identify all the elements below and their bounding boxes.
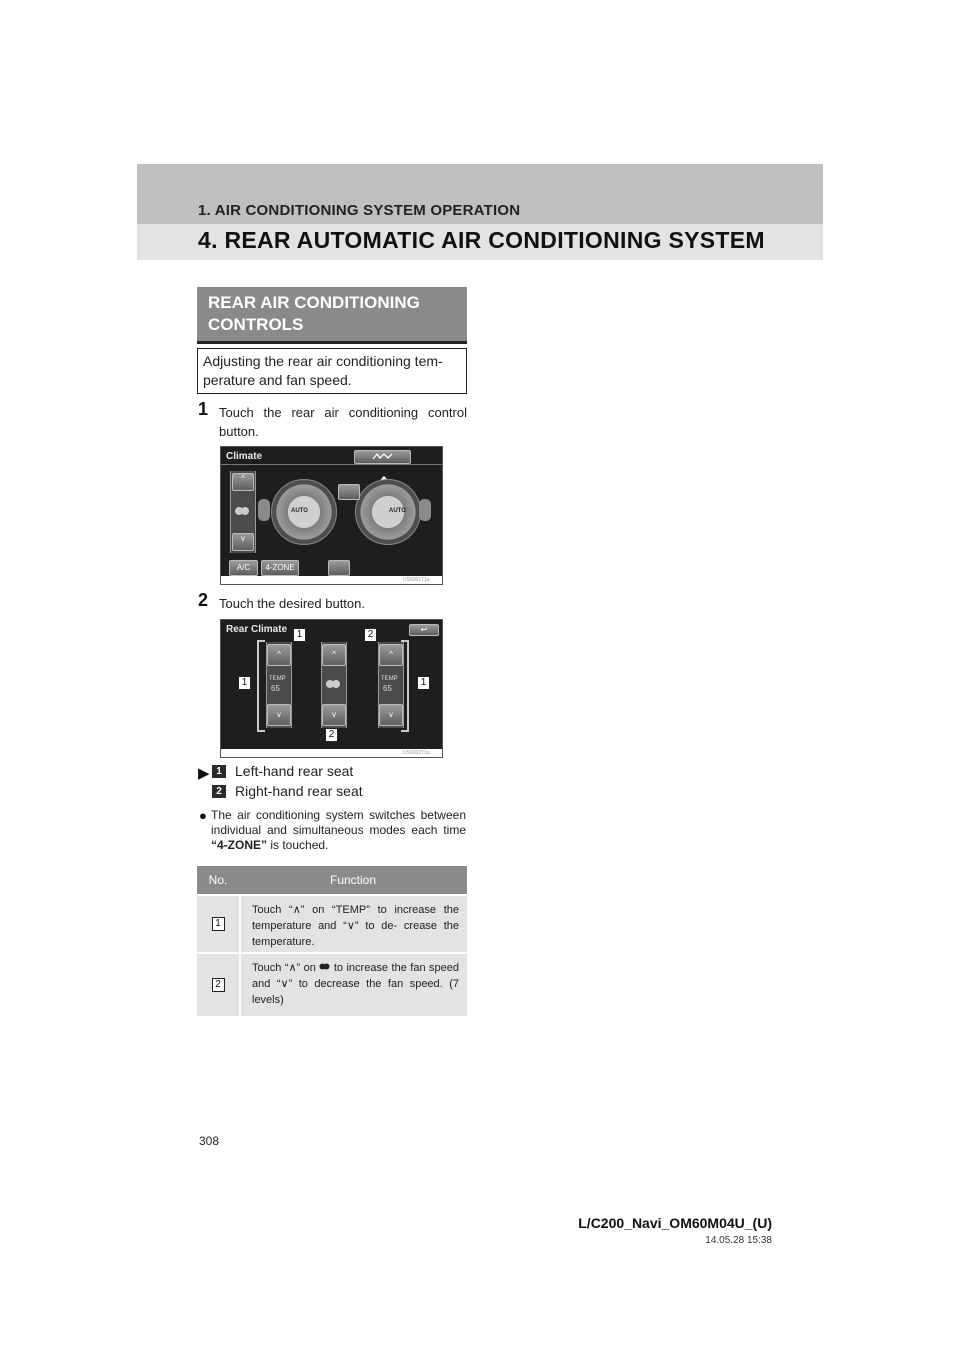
- rear-climate-screen-image: [220, 619, 443, 758]
- step-2-number: 2: [198, 590, 209, 610]
- callout-2-bottom: 2: [325, 728, 338, 742]
- up-chevron-icon: ∧: [288, 962, 297, 974]
- right-temp-value: 65: [383, 684, 392, 693]
- legend-1-badge: 1: [212, 765, 226, 778]
- row-1-text-a: Touch “: [252, 904, 293, 916]
- section-label: 1. AIR CONDITIONING SYSTEM OPERATION: [198, 202, 521, 219]
- climate-screen-image: [220, 446, 443, 585]
- rear-fan-up-button: ^: [322, 644, 346, 666]
- table-row: [197, 894, 467, 952]
- auto-left-label: AUTO: [291, 508, 308, 514]
- down-chevron-icon: ∨: [346, 920, 355, 932]
- row-2-function: [241, 954, 467, 1016]
- legend-2-text: Right-hand rear seat: [235, 783, 363, 799]
- row-1-number: 1: [212, 917, 225, 931]
- right-seat-icon: [419, 499, 431, 521]
- row-1-no-cell: [197, 896, 241, 952]
- rear-climate-button: [354, 450, 411, 464]
- legend-2-badge: 2: [212, 785, 226, 798]
- callout-1-right: 1: [417, 676, 430, 690]
- down-chevron-icon: ∨: [280, 978, 289, 990]
- fan-down-button: v: [232, 533, 254, 551]
- rear-climate-screen-title: Rear Climate: [226, 624, 288, 635]
- right-temp-up-button: ^: [379, 644, 403, 666]
- rear-fan-icon: [325, 678, 341, 690]
- intro-text: Adjusting the rear air conditioning tem- perature and fan speed.: [203, 353, 443, 388]
- left-temp-value: 65: [271, 684, 280, 693]
- sync-button: [338, 484, 360, 500]
- fan-icon: [319, 962, 330, 971]
- subheading: REAR AIR CONDITIONING CONTROLS: [208, 293, 420, 334]
- right-dial: [355, 479, 421, 545]
- left-temp-label: TEMP: [269, 676, 286, 682]
- note-text-end: is touched.: [267, 838, 329, 852]
- callout-1-top: 1: [293, 628, 306, 642]
- document-id: L/C200_Navi_OM60M04U_(U): [578, 1215, 772, 1231]
- note-bullet-icon: ●: [199, 808, 207, 823]
- 4-zone-button: 4-ZONE: [261, 560, 299, 576]
- header-function: Function: [329, 873, 377, 887]
- chapter-title: 4. REAR AUTOMATIC AIR CONDITIONING SYSTEM: [198, 227, 765, 253]
- step-2-text: Touch the desired button.: [219, 596, 365, 611]
- image-code: US6002T1a: [403, 750, 430, 756]
- row-2-text-d: ” to decrease the fan speed. (7 levels): [252, 978, 459, 1006]
- note-text: [211, 808, 466, 853]
- rear-fan-down-button: v: [322, 704, 346, 726]
- row-2-number: 2: [212, 978, 225, 992]
- row-1-text-c: ” to de- crease the temperature.: [252, 920, 459, 948]
- left-seat-icon: [258, 499, 270, 521]
- fan-up-button: ^: [232, 473, 254, 491]
- legend-arrow-icon: ▶: [198, 765, 210, 782]
- function-table: [197, 866, 467, 1016]
- table-row: [197, 952, 467, 1016]
- document-timestamp: 14.05.28 15:38: [705, 1235, 772, 1246]
- climate-screen-title: Climate: [226, 451, 263, 462]
- row-2-text-a: Touch “: [252, 962, 289, 974]
- defog-button: [328, 560, 350, 576]
- right-temp-label: TEMP: [381, 676, 398, 682]
- row-2-text-c: to increase the fan speed and “: [252, 962, 459, 990]
- legend-1-text: Left-hand rear seat: [235, 763, 354, 779]
- left-bracket: [257, 640, 265, 732]
- rear-climate-icon: [371, 451, 395, 461]
- page-number: 308: [199, 1134, 220, 1148]
- step-1-number: 1: [198, 399, 209, 419]
- row-2-no-cell: [197, 954, 241, 1016]
- header-no: No.: [208, 873, 228, 887]
- image-code: US6001T1a: [403, 577, 430, 583]
- title-divider: [221, 464, 442, 465]
- up-chevron-icon: ∧: [292, 904, 301, 916]
- fan-icon: [234, 505, 250, 517]
- note-text-start: The air conditioning system switches between individual and simultaneous modes each time: [211, 808, 466, 837]
- callout-2-top: 2: [364, 628, 377, 642]
- ac-button: A/C: [229, 560, 258, 576]
- left-temp-up-button: ^: [267, 644, 291, 666]
- back-button: ↩: [409, 624, 439, 636]
- row-1-function: [241, 896, 467, 952]
- auto-right-label: AUTO: [389, 508, 406, 514]
- step-1-text: Touch the rear air conditioning control button.: [219, 405, 467, 439]
- row-1-text-b: ” on “TEMP” to increase the temperature and “: [252, 904, 459, 932]
- callout-1-left: 1: [238, 676, 251, 690]
- right-temp-down-button: v: [379, 704, 403, 726]
- row-2-text-b: ” on: [296, 962, 320, 974]
- table-header: [197, 866, 467, 894]
- note-4-zone: “4-ZONE”: [211, 838, 268, 852]
- left-temp-down-button: v: [267, 704, 291, 726]
